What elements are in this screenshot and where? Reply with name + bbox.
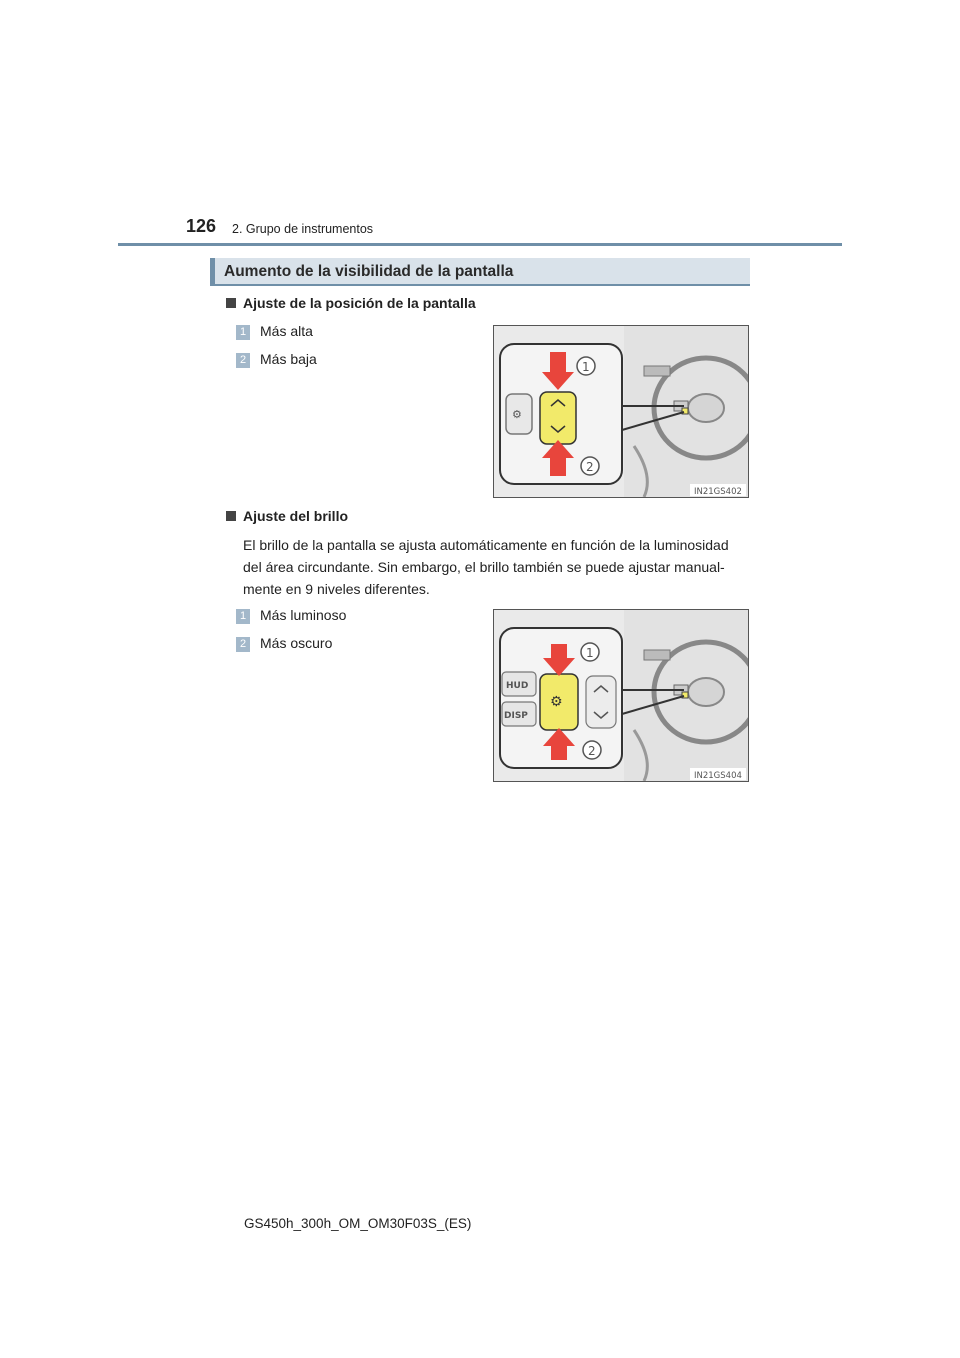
callout-1: 1 [586,646,594,660]
disp-button-label: DISP [504,711,528,721]
figure-brightness-adjust [493,609,749,782]
figure-position-adjust [493,325,749,498]
subsection-heading-text: Ajuste de la posición de la pantalla [243,295,476,311]
figure-code: IN21GS404 [694,771,742,781]
list-item-label: Más luminoso [260,607,347,623]
list-item-label: Más oscuro [260,635,333,651]
list-item-label: Más baja [260,351,317,367]
number-badge: 1 [236,325,250,340]
list-item [236,351,317,368]
subsection-heading-text: Ajuste del brillo [243,508,349,524]
section-title-bar [210,258,750,286]
section-title: Aumento de la visibilidad de la pantalla [224,263,514,280]
brightness-paragraph: El brillo de la pantalla se ajusta automáticamente en función de la luminosidad del área circundante. Sin embargo, el brillo también se puede ajustar manual-mente en 9 niveles diferentes. [243,537,729,597]
subsection-heading-brightness [226,508,348,524]
square-bullet-icon [226,298,236,308]
list-item [236,323,313,340]
header-rule [118,243,842,246]
list-item-label: Más alta [260,323,313,339]
number-badge: 2 [236,637,250,652]
section-accent [210,258,215,284]
number-badge: 1 [236,609,250,624]
hud-button-label: HUD [506,681,529,691]
svg-text:⚙: ⚙ [512,408,522,421]
square-bullet-icon [226,511,236,521]
illustration-brightness-switch [494,610,748,781]
figure-code: IN21GS402 [694,487,742,497]
chapter-title: 2. Grupo de instrumentos [232,222,374,236]
list-item [236,607,346,624]
callout-2: 2 [586,460,594,474]
callout-1: 1 [582,360,590,374]
page-number: 126 [186,216,217,236]
illustration-position-switch [494,326,748,497]
footer-doc-code: GS450h_300h_OM_OM30F03S_(ES) [244,1216,472,1231]
callout-2: 2 [588,744,596,758]
list-item [236,635,332,652]
number-badge: 2 [236,353,250,368]
subsection-heading-position [226,295,476,311]
svg-text:⚙: ⚙ [550,694,563,710]
